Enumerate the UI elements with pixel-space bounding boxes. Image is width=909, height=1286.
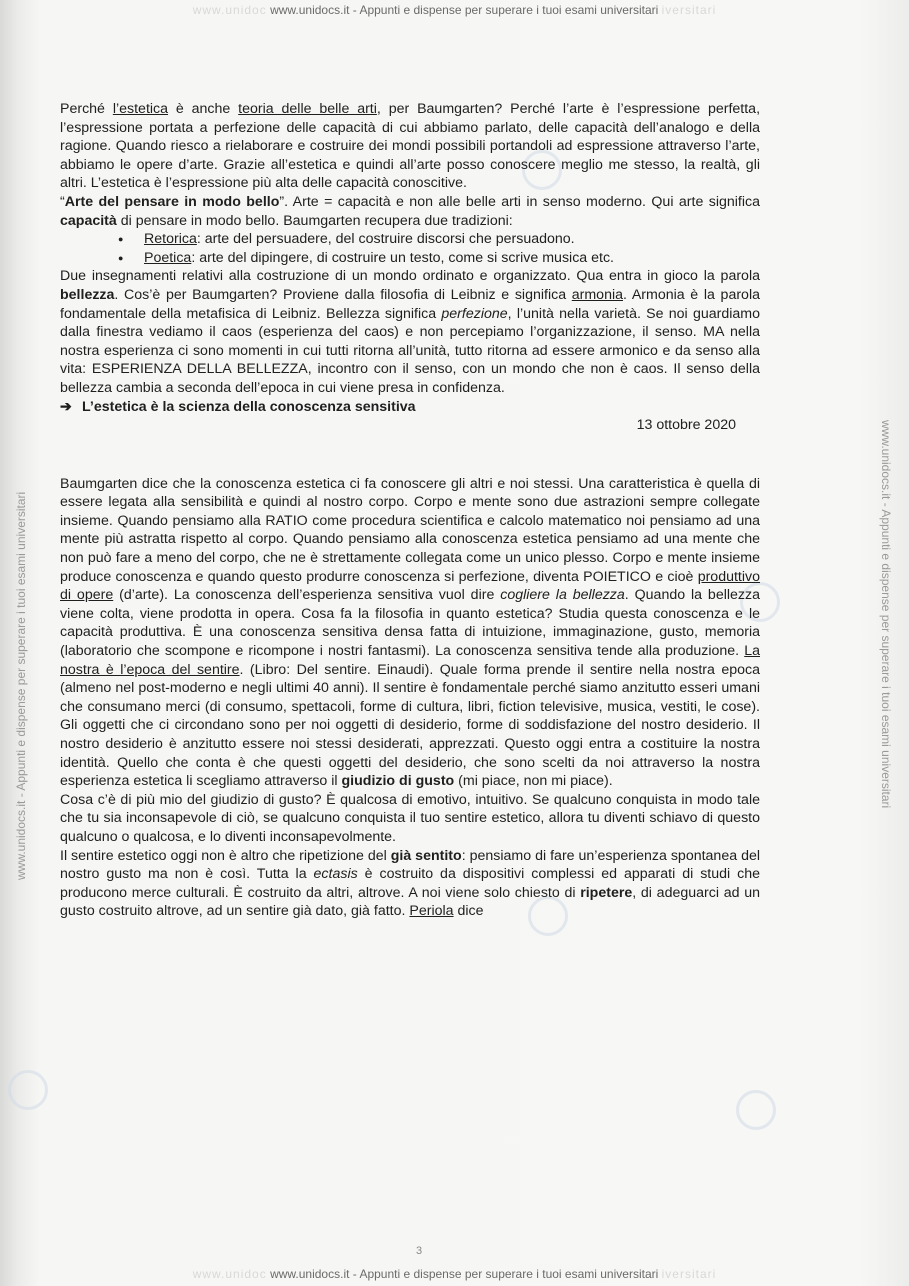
text-run: “ [60,193,65,210]
text-run: di pensare in modo bello. Baumgarten recupera due tradizioni: [116,212,513,229]
text-run: : arte del dipingere, di costruire un testo, come si scrive musica etc. [191,249,614,266]
text-run: Cosa c’è di più mio del giudizio di gusto? È qualcosa di emotivo, intuitivo. Se qualcuno conquista in modo tale che tu sia inconsapevole di ciò, se qualcuno conquista il tuo sentire estetico, allora tu diventi schiavo di questo qualcuno o qualcosa, e lo diventi inconsapevolmente. [60,791,760,845]
underlined-text: La nostra è l’epoca del sentire [60,643,760,678]
underlined-text: l’estetica [112,101,169,117]
text-run: . Armonia è la parola fondamentale della metafisica di Leibniz. Bellezza significa [60,286,760,322]
text-run: (d’arte). La conoscenza dell’esperienza sensitiva vuol dire [113,587,501,604]
spacer [60,435,760,475]
arrow-conclusion-text: L’estetica è la scienza della conoscenza sensitiva [82,398,416,415]
watermark-header [0,3,909,17]
watermark-ghost-right: iversitari [661,3,717,17]
text-run: è costruito da dispositivi complessi ed apparati di studi che producono merce culturali. È costruito da altri, altrove. A noi viene solo chiesto di [60,866,760,901]
paragraph [60,475,760,791]
underlined-text: produttivo di opere [60,568,760,604]
watermark-header-text: www.unidocs.it - Appunti e dispense per superare i tuoi esami universitari [270,3,659,17]
watermark-ghost-left: www.unidoc [192,1267,267,1281]
text-run: Due insegnamenti relativi alla costruzione di un mondo ordinato e organizzato. Qua entra in gioco la parola [60,268,760,285]
watermark-footer [0,1267,909,1281]
text-run: : pensiamo di fare un’esperienza spontanea del nostro gusto ma non è così. Tutta la [60,847,761,883]
unidocs-logo-icon [736,1090,776,1130]
italic-text: ectasis [313,866,358,883]
bold-text: già sentito [390,847,462,864]
text-run: ”. Arte = capacità e non alle belle arti in senso moderno. Qui arte significa [279,193,760,210]
italic-text: perfezione [441,305,508,322]
text-run: . (Libro: Del sentire. Einaudi). Quale forma prende il sentire nella nostra epoca (almeno nel post-moderno e negli ultimi 40 anni). Il sentire è fondamentale perché siamo anzitutto esseri umani che consumano merci (di consumo, spettacoli, forme di cultura, libri, fiction televisive, musica, vestiti, le cose). Gli oggetti che ci circondano sono per noi oggetti di desiderio, forme di soddisfazione del nostro desiderio. Il nostro desiderio è anzitutto essere noi stessi desiderati, apprezzati. Questo oggi entra a costituire la nostra identità. Quello che conta è che questi oggetti del desiderio, che sono scelti da noi attraverso la nostra esperienza estetica li scegliamo attraverso il [60,661,760,790]
underlined-text: Retorica [144,231,197,248]
text-run: Perché [60,101,113,117]
text-run: Il sentire estetico oggi non è altro che ripetizione del [60,847,391,864]
watermark-footer-text: www.unidocs.it - Appunti e dispense per superare i tuoi esami universitari [270,1267,659,1281]
watermark-side-left: www.unidocs.it - Appunti e dispense per superare i tuoi esami universitari [14,491,28,880]
bold-text: bellezza [60,286,115,303]
bold-text: Arte del pensare in modo bello [64,193,280,210]
unidocs-logo-icon [8,1070,48,1110]
text-run: . Quando la bellezza viene colta, viene prodotta in opera. Cosa fa la filosofia in quanto estetica? Studia questa conoscenza e le capacità produttiva. È una conoscenza sensitiva densa fatta di intuizione, immaginazione, gusto, memoria (laboratorio che scompone e ricompone i nostri fantasmi). La conoscenza sensitiva tende alla produzione. [60,587,760,660]
lecture-date: 13 ottobre 2020 [636,417,736,434]
text-run: , per Baumgarten? Perché l’arte è l’espressione perfetta, l’espressione portata a perfezione delle capacità di cui abbiamo parlato, delle capacità dell’analogo e della ragione. Quando riesco a rielaborare e costruire dei mondi possibili portandoli ad espressione attraverso l’arte, abbiamo le opere d’arte. Grazie all’estetica e quindi all’arte posso conoscere meglio me stesso, la realtà, gli altri. L’estetica è l’espressione più alta delle capacità conoscitive. [60,101,761,192]
bold-text: capacità [60,212,117,229]
underlined-text: armonia [571,286,624,303]
bold-text: giudizio di gusto [341,773,455,790]
page-number: 3 [416,1245,423,1257]
underlined-text: teoria delle belle arti [238,101,377,117]
underlined-text: Poetica [144,249,192,266]
paragraph [60,100,760,193]
text-run: . Cos’è per Baumgarten? Proviene dalla filosofia di Leibniz e significa [114,286,572,303]
text-run: , l’unità nella varietà. Se noi guardiamo dalla finestra vediamo il caos (esperienza del caos) e non percepiamo l’organizzazione, il senso. MA nella nostra esperienza ci sono momenti in cui tutti ritorna all’unità, tutto ritorna ad essere armonico e da senso alla vita: ESPERIENZA DELLA BELLEZZA, incontro con il senso, con un mondo che non è caos. Il senso della bellezza cambia a seconda dell’epoca in cui viene presa in confidenza. [60,305,760,396]
watermark-ghost-right: iversitari [661,1267,717,1281]
text-run: : arte del persuadere, del costruire discorsi che persuadono. [196,231,575,248]
arrow-right-icon: ➔ [60,398,72,415]
text-run: Baumgarten dice che la conoscenza estetica ci fa conoscere gli altri e noi stessi. Una caratteristica è quella di essere legata alla sensibilità e quindi al nostro corpo. Corpo e mente sono due astrazioni sempre collegate insieme. Quando pensiamo alla RATIO come procedura scientifica e calcolo matematico noi pensiamo ad una mente più astratta rispetto al corpo. Quando pensiamo alla conoscenza estetica pensiamo ad una mente che non può fare a meno del corpo, che ne è strettamente collegata come un unico plesso. Corpo e mente insieme produce conoscenza e quando questo produrre conoscenza si perfezione, diventa POIETICO e cioè [60,475,760,585]
paragraph [60,791,760,847]
bold-text: ripetere [580,884,633,901]
list-item [144,230,760,249]
paragraph [60,193,760,230]
list-item [144,249,760,268]
document-body [60,100,760,921]
paragraph [60,267,760,397]
italic-text: cogliere la bellezza [500,587,625,604]
watermark-ghost-left: www.unidoc [192,3,267,17]
watermark-side-right: www.unidocs.it - Appunti e dispense per superare i tuoi esami universitari [879,420,893,809]
underlined-text: Periola [409,903,454,920]
paragraph [60,847,760,921]
text-run: (mi piace, non mi piace). [454,773,613,790]
bullet-list [60,230,760,267]
text-run: è anche [168,101,239,117]
text-run: dice [453,903,484,920]
arrow-conclusion [60,398,760,417]
text-run: , di adeguarci ad un gusto costruito altrove, ad un sentire già dato, già fatto. [60,884,760,920]
